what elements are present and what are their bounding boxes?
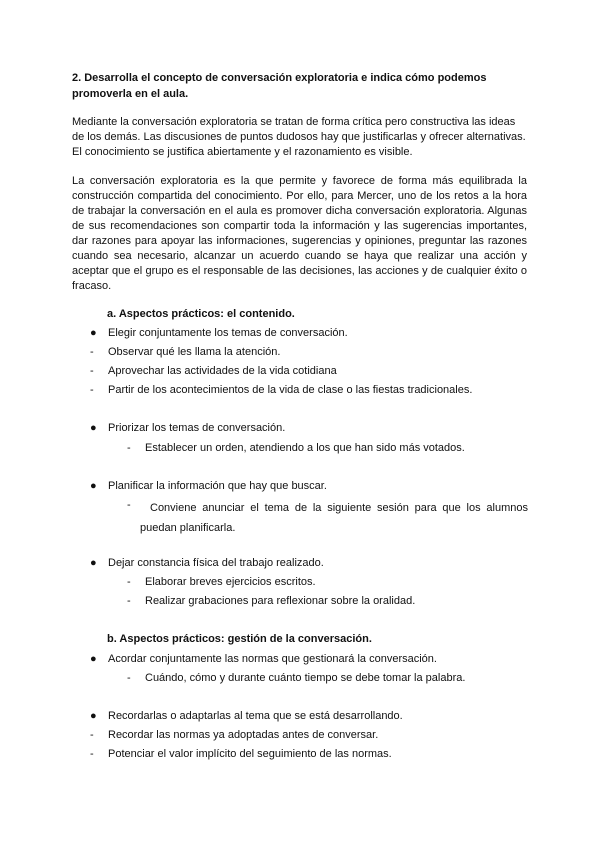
- dash-marker: -: [127, 595, 131, 607]
- paragraph-mercer: La conversación exploratoria es la que permite y favorece de forma más equilibrada la construcción compartida del conocimiento. Por ello, para Mercer, uno de los retos a la hora de trabajar la conversación en el aula es promover dicha conversación exploratoria. Algunas de sus recomendaciones son compartir toda la información y las sugerencias importantes, dar razones para apoyar las informaciones, sugerencias y opiniones, preguntar las razones cuando sea necesario, alcanzar un acuerdo cuando se haya que realizar una acción y aceptar que el grupo es el responsable de las decisiones, las acciones y de cualquier éxito o fracaso.: [72, 175, 527, 292]
- list-item-text: Priorizar los temas de conversación.: [108, 422, 286, 434]
- list-item-text: Conviene anunciar el tema de la siguiente sesión para que los alumnos puedan planificarla.: [140, 502, 528, 534]
- section-b-title: b. Aspectos prácticos: gestión de la conversación.: [107, 633, 372, 645]
- dash-marker: -: [90, 346, 94, 358]
- section-a-title: a. Aspectos prácticos: el contenido.: [107, 308, 295, 320]
- bullet-marker: ●: [90, 557, 97, 569]
- bullet-marker: ●: [90, 653, 97, 665]
- list-item-text: Recordar las normas ya adoptadas antes de conversar.: [108, 729, 379, 741]
- list-item-text: Partir de los acontecimientos de la vida de clase o las fiestas tradicionales.: [108, 384, 473, 396]
- dash-marker: -: [127, 442, 131, 454]
- dash-marker: -: [90, 748, 94, 760]
- list-item-text: Potenciar el valor implícito del seguimiento de las normas.: [108, 748, 392, 760]
- list-item-text: Planificar la información que hay que buscar.: [108, 480, 327, 492]
- dash-marker: -: [127, 576, 131, 588]
- question-title: 2. Desarrolla el concepto de conversación exploratoria e indica cómo podemos promoverla en el aula.: [72, 72, 487, 100]
- list-item-text: Elaborar breves ejercicios escritos.: [145, 576, 316, 588]
- paragraph-definition: Mediante la conversación exploratoria se tratan de forma crítica pero constructiva las ideas de los demás. Las discusiones de puntos dudosos hay que justificarlas y ofrecer alternativas. El conocimiento se justifica abiertamente y el razonamiento es visible.: [72, 116, 526, 158]
- list-item-text: Establecer un orden, atendiendo a los que han sido más votados.: [145, 442, 465, 454]
- bullet-marker: ●: [90, 422, 97, 434]
- bullet-marker: ●: [90, 327, 97, 339]
- list-item-text: Realizar grabaciones para reflexionar sobre la oralidad.: [145, 595, 416, 607]
- list-item-text: Cuándo, cómo y durante cuánto tiempo se debe tomar la palabra.: [145, 672, 466, 684]
- dash-marker: -: [90, 365, 94, 377]
- bullet-marker: ●: [90, 480, 97, 492]
- list-item-text: Recordarlas o adaptarlas al tema que se está desarrollando.: [108, 710, 403, 722]
- list-item-text: Aprovechar las actividades de la vida cotidiana: [108, 365, 337, 377]
- dash-marker: -: [90, 729, 94, 741]
- list-item-text: Observar qué les llama la atención.: [108, 346, 281, 358]
- dash-marker: -: [127, 672, 131, 684]
- dash-marker: -: [90, 384, 94, 396]
- list-item-text: Acordar conjuntamente las normas que gestionará la conversación.: [108, 653, 437, 665]
- list-item-text: Dejar constancia física del trabajo realizado.: [108, 557, 324, 569]
- dash-marker: -: [127, 499, 131, 511]
- list-item-text: Elegir conjuntamente los temas de conversación.: [108, 327, 348, 339]
- bullet-marker: ●: [90, 710, 97, 722]
